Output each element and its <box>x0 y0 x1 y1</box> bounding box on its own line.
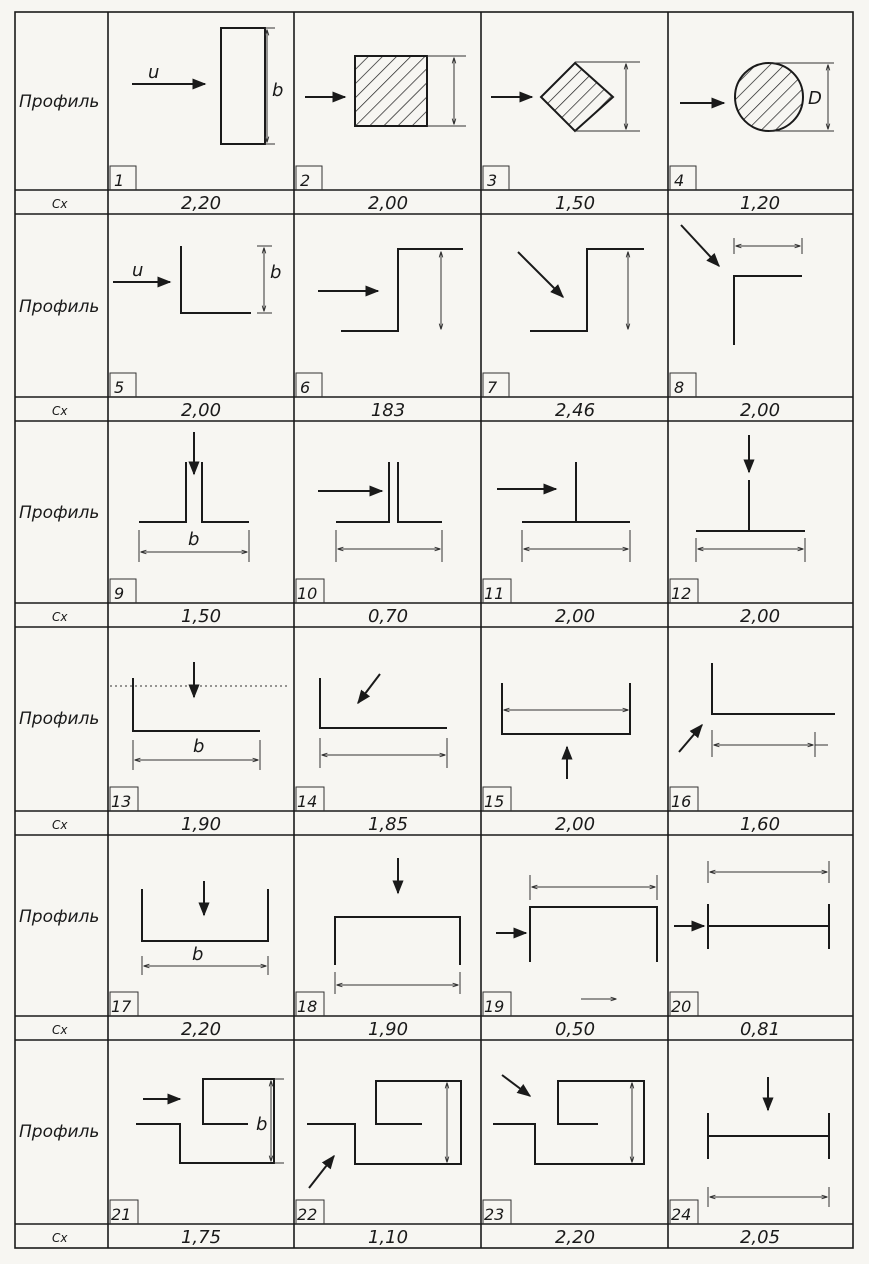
row-label: Профиль <box>19 907 100 927</box>
profile-16-angle <box>679 663 835 757</box>
number-boxes <box>110 166 698 1224</box>
row-label: Профиль <box>19 92 100 112</box>
profile-number: 15 <box>484 792 505 811</box>
cx-value: 2,20 <box>180 193 222 214</box>
profile-23-hook <box>493 1075 644 1164</box>
flow-arrow <box>681 225 719 266</box>
profile-number: 11 <box>484 584 505 603</box>
cx-value: 2,00 <box>180 400 222 421</box>
profile-7-zshape <box>518 249 644 331</box>
profile-number: 14 <box>297 792 318 811</box>
cx-value: 0,70 <box>367 606 409 627</box>
profile-18-channel <box>335 858 460 994</box>
row-label: Профиль <box>19 297 100 317</box>
profile-6-zshape <box>318 249 463 331</box>
cx-value: 1,50 <box>180 606 222 627</box>
cx-value: 1,90 <box>367 1019 409 1040</box>
cx-value: 1,60 <box>739 814 781 835</box>
dim-label-b: b <box>188 529 200 550</box>
flow-arrow <box>309 1156 334 1188</box>
profile-number: 10 <box>297 584 318 603</box>
dim-label-b: b <box>193 736 205 757</box>
cx-value: 2,20 <box>554 1227 596 1248</box>
flow-label-u: u <box>148 62 160 83</box>
flow-arrow <box>679 725 702 752</box>
cx-label: Cx <box>52 1023 68 1037</box>
flow-arrow <box>518 252 563 297</box>
cx-value: 0,81 <box>739 1019 781 1040</box>
profile-19-channel <box>496 875 657 999</box>
cx-value: 2,00 <box>554 814 596 835</box>
profile-1-rectangle <box>132 28 283 144</box>
profile-12-tee <box>696 435 805 562</box>
cx-value: 2,00 <box>739 400 781 421</box>
profile-number: 21 <box>111 1205 132 1224</box>
profile-11-tee <box>497 462 630 562</box>
dim-label-b: b <box>256 1114 268 1135</box>
dim-label-D: D <box>808 88 822 109</box>
cx-value: 1,20 <box>739 193 781 214</box>
cx-value: 1,90 <box>180 814 222 835</box>
profile-4-circle <box>680 63 834 131</box>
dim-label-b: b <box>270 262 282 283</box>
profile-number: 8 <box>674 378 685 397</box>
dim-label-b: b <box>192 944 204 965</box>
profile-number: 6 <box>300 378 311 397</box>
profile-15-channel <box>502 683 630 779</box>
flow-label-u: u <box>132 260 144 281</box>
profile-number: 16 <box>671 792 692 811</box>
dim-label-b: b <box>272 80 284 101</box>
cx-value: 2,00 <box>739 606 781 627</box>
profile-10-tee-double <box>318 462 442 562</box>
cx-value: 2,20 <box>180 1019 222 1040</box>
profile-17-channel <box>142 881 268 975</box>
profile-8-angle <box>681 225 802 345</box>
cx-label: Cx <box>52 1231 68 1245</box>
profile-number: 7 <box>487 378 498 397</box>
profile-number: 17 <box>111 997 132 1016</box>
profile-number: 18 <box>297 997 318 1016</box>
profile-2-square <box>305 56 466 126</box>
cx-label: Cx <box>52 610 68 624</box>
row-label: Профиль <box>19 1122 100 1142</box>
profile-number: 3 <box>487 171 498 190</box>
table-grid <box>15 12 853 1248</box>
cx-value: 1,75 <box>180 1227 222 1248</box>
cx-value: 2,00 <box>367 193 409 214</box>
profile-number: 19 <box>484 997 505 1016</box>
cx-value: 0,50 <box>554 1019 596 1040</box>
cx-value: 1,10 <box>367 1227 409 1248</box>
cx-value: 2,00 <box>554 606 596 627</box>
profile-13-angle <box>110 662 290 770</box>
profile-number: 12 <box>671 584 692 603</box>
profile-number: 2 <box>300 171 311 190</box>
profile-number: 9 <box>114 584 125 603</box>
profile-5-angle <box>113 246 281 313</box>
cx-value: 183 <box>370 400 406 421</box>
profile-9-tee-double <box>139 432 249 562</box>
profile-21-hook <box>136 1079 284 1163</box>
profile-number: 1 <box>114 171 125 190</box>
flow-arrow <box>502 1075 530 1096</box>
profile-3-diamond <box>491 62 640 131</box>
cx-value: 2,05 <box>739 1227 781 1248</box>
profile-number: 13 <box>111 792 132 811</box>
row-label: Профиль <box>19 503 100 523</box>
cx-label: Cx <box>52 818 68 832</box>
cx-value: 1,85 <box>367 814 409 835</box>
cx-label: Cx <box>52 404 68 418</box>
profile-number: 22 <box>297 1205 318 1224</box>
cx-value: 2,46 <box>554 400 596 421</box>
row-label: Профиль <box>19 709 100 729</box>
profile-22-hook <box>307 1081 461 1188</box>
flow-arrow <box>358 674 380 703</box>
cx-value: 1,50 <box>554 193 596 214</box>
profile-number: 4 <box>674 171 685 190</box>
profile-14-angle <box>320 674 447 768</box>
profile-number: 5 <box>114 378 125 397</box>
profile-number: 24 <box>671 1205 692 1224</box>
profile-20-plate <box>674 861 829 949</box>
profile-number: 23 <box>484 1205 505 1224</box>
profile-number: 20 <box>671 997 692 1016</box>
profile-24-plate <box>708 1077 829 1207</box>
cx-label: Cx <box>52 197 68 211</box>
